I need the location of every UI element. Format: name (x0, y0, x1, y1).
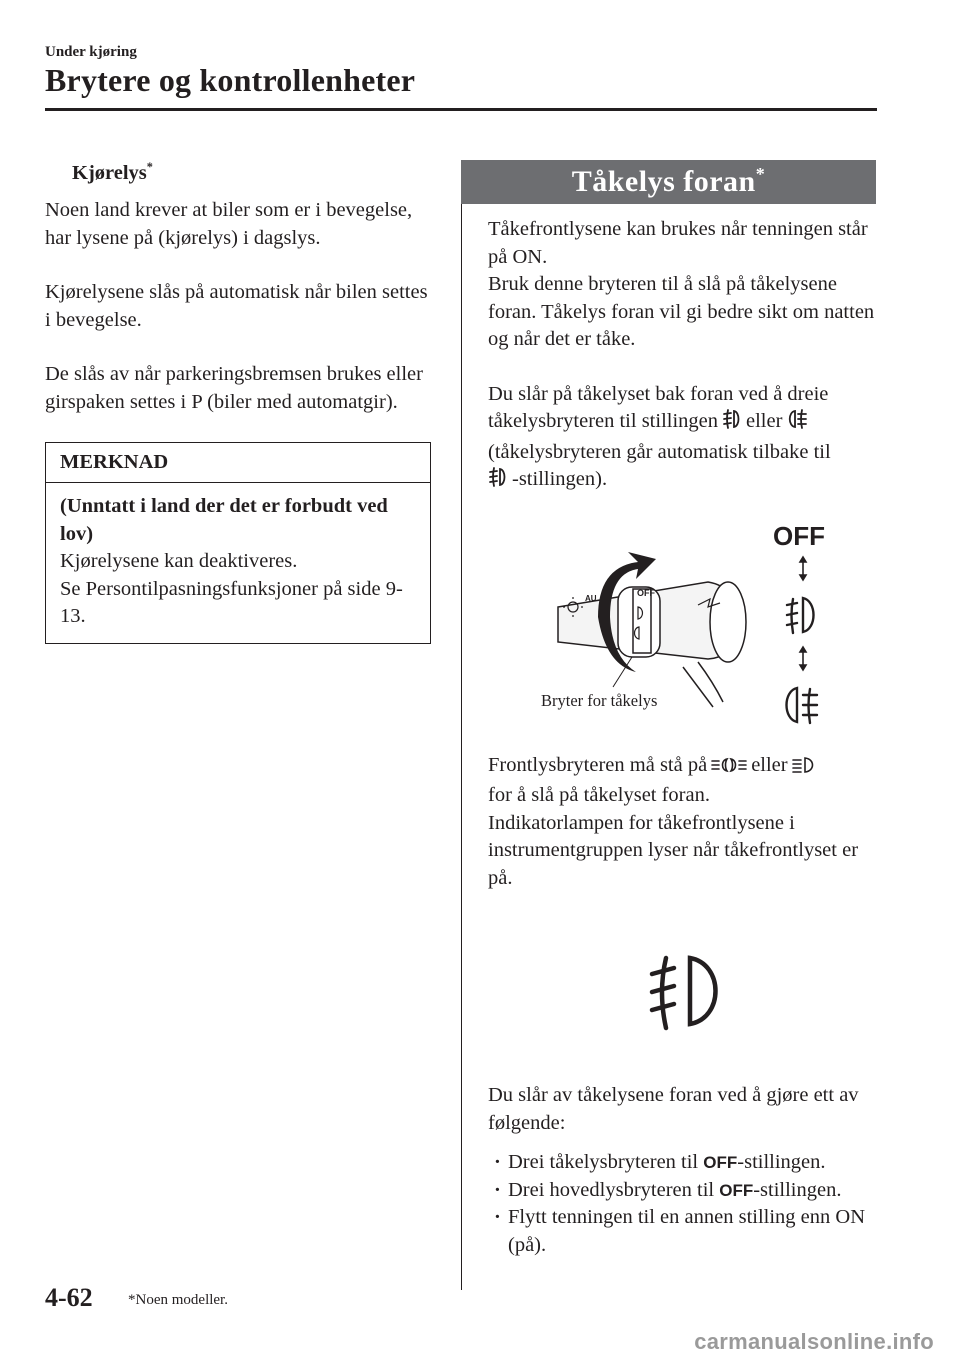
position-arrow (800, 557, 806, 580)
chapter-title: Brytere og kontrollenheter (45, 62, 416, 98)
note-line: Kjørelysene kan deaktiveres. (60, 550, 298, 572)
paragraph: Frontlysbryteren må stå på eller for å slå på tåkelyset foran. (488, 752, 878, 810)
section-title-band: Tåkelys foran* (461, 160, 876, 204)
right-column (488, 160, 878, 1259)
headlight-icon (792, 755, 816, 783)
asterisk: * (146, 160, 153, 175)
subsection-title: Kjørelys* (72, 160, 153, 184)
paragraph: Kjørelysene slås på automatisk når bilen settes i bevegelse. (45, 281, 428, 331)
note-bold-line: (Unntatt i land der det er forbudt ved lov) (60, 495, 388, 545)
list-item: · Flytt tenningen til en annen stilling enn ON (på). (494, 1206, 865, 1256)
paragraph: Indikatorlampen for tåkefrontlysene i instrumentgruppen lyser når tåkefrontlyset er på. (488, 811, 859, 889)
footnote: *Noen modeller. (128, 1292, 228, 1308)
fog-switch-figure (488, 507, 878, 752)
paragraph: De slås av når parkeringsbremsen brukes eller girspaken settes i P (biler med automatgir). (45, 363, 423, 413)
fog-switch-illustration (488, 507, 878, 752)
stalk-off-label: OFF (637, 587, 655, 598)
paragraph: Bruk denne bryteren til å slå på tåkelysene foran. Tåkelys foran vil gi bedre sikt om natten og når det er tåke. (488, 273, 875, 350)
parking-light-icon (711, 755, 747, 783)
rear-fog-position-icon (787, 688, 818, 723)
note-box (45, 442, 431, 644)
watermark: carmanualsonline.info (694, 1329, 934, 1354)
note-line: Se Persontilpasningsfunksjoner på side 9-13. (60, 577, 403, 627)
off-position-label: OFF (773, 520, 825, 551)
left-column (45, 160, 431, 644)
asterisk: * (755, 164, 766, 184)
front-fog-icon (488, 466, 508, 497)
header-rule (45, 108, 877, 111)
fog-indicator-illustration (488, 932, 878, 1052)
note-title: MERKNAD (46, 443, 430, 483)
section-label: Under kjøring (45, 44, 137, 60)
front-fog-icon (722, 408, 742, 439)
front-fog-indicator-icon (652, 958, 716, 1028)
paragraph: Noen land krever at biler som er i bevegelse, har lysene på (kjørelys) i dagslys. (45, 199, 413, 249)
figure-caption: Bryter for tåkelys (541, 690, 658, 710)
paragraph: Du slår av tåkelysene foran ved å gjøre ett av følgende: (488, 1084, 859, 1134)
paragraph: Tåkefrontlysene kan brukes når tenningen står på ON. (488, 218, 868, 268)
bullet-list (488, 1149, 878, 1259)
note-body (46, 483, 430, 643)
front-fog-position-icon (787, 598, 814, 633)
list-item: · Drei hovedlysbryteren til OFF-stillingen. (494, 1178, 842, 1201)
page-number: 4-62 (45, 1283, 93, 1312)
list-item: · Drei tåkelysbryteren til OFF-stillingen. (494, 1151, 826, 1173)
position-arrow (800, 647, 806, 670)
column-divider (461, 160, 462, 1290)
paragraph: Du slår på tåkelyset bak foran ved å dreie tåkelysbryteren til stillingen eller (tåkelysbryteren går automatisk tilbake til -stillingen). (488, 381, 878, 497)
rear-fog-icon (786, 408, 808, 439)
stalk-auto-label: AU (585, 593, 597, 603)
